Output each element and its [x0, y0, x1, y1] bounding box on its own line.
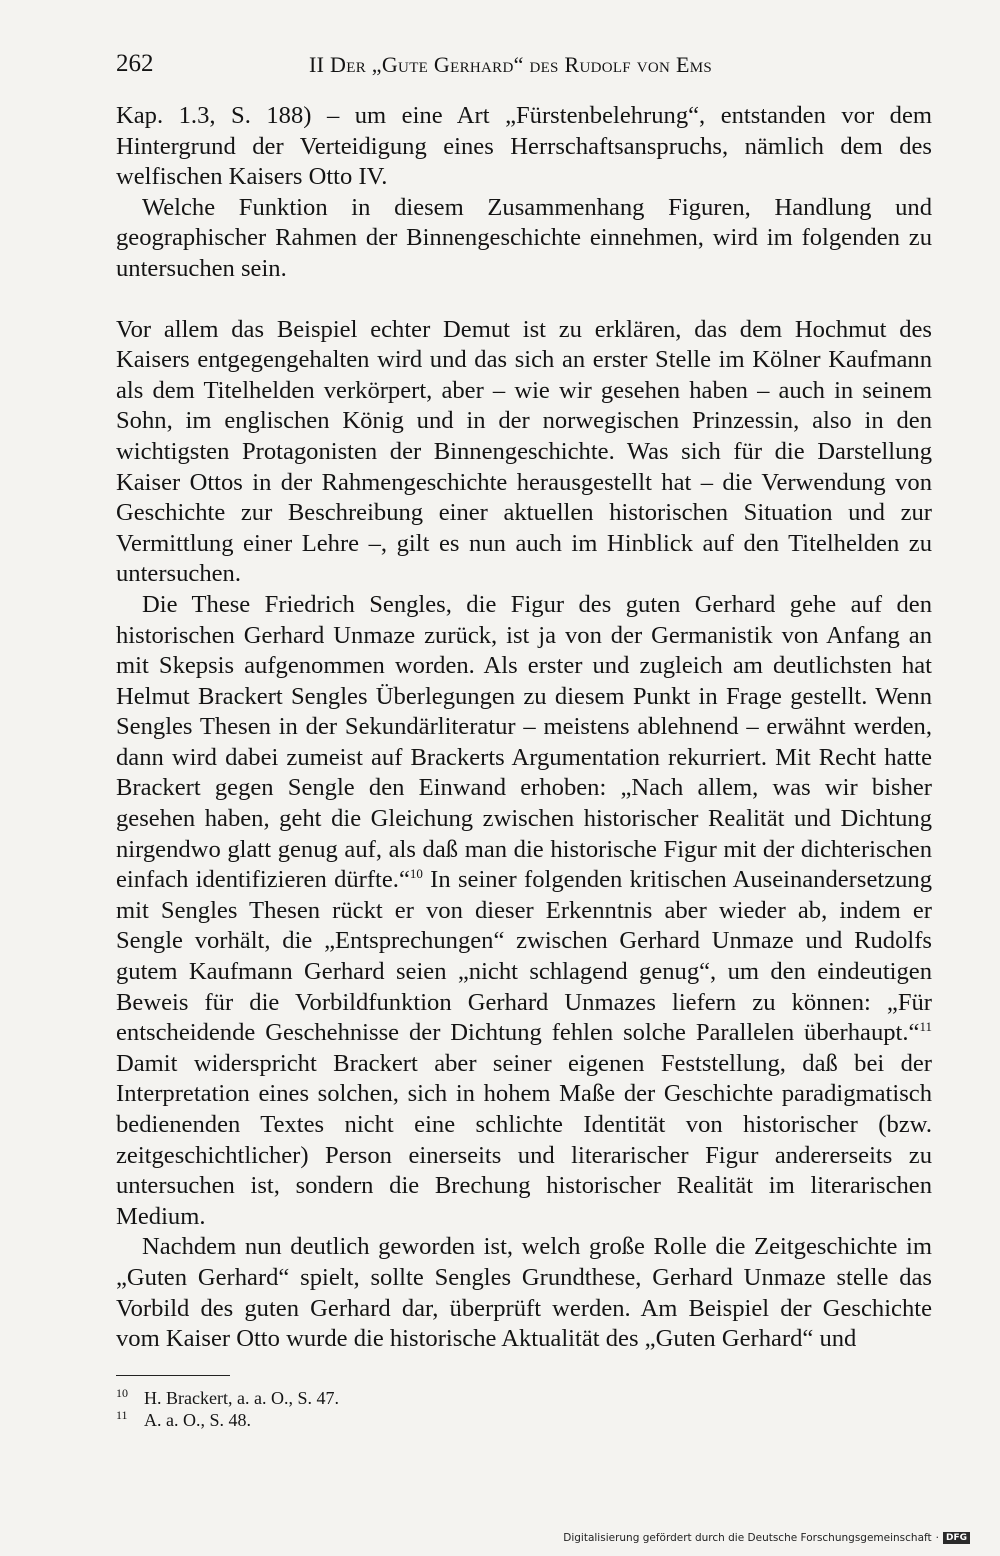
footnote-text: A. a. O., S. 48.	[144, 1410, 251, 1430]
running-head: II Der „Gute Gerhard“ des Rudolf von Ems	[309, 52, 712, 77]
paragraph-4	[116, 590, 932, 1232]
paragraph-3: Vor allem das Beispiel echter Demut ist zu erklären, das dem Hochmut des Kaisers entgegengehalten wird und das sich an erster Stelle im Kölner Kaufmann als dem Titelhelden verkörpert, aber – wie wir gesehen haben – auch in seinem Sohn, im englischen König und in der norwegischen Prinzessin, also in den wichtigsten Protagonisten der Binnengeschichte. Was sich für die Darstellung Kaiser Ottos in der Rahmengeschichte herausgestellt hat – die Verwendung von Geschichte zur Beschreibung einer aktuellen historischen Situation und zur Vermittlung einer Lehre –, gilt es nun auch im Hinblick auf den Titelhelden zu untersuchen.	[116, 315, 932, 588]
page-header	[116, 50, 932, 84]
digitization-credit: Digitalisierung gefördert durch die Deutsche Forschungsgemeinschaft · DFG	[563, 1532, 970, 1544]
footnote-number: 10	[116, 1386, 128, 1400]
paragraph-4-part-b: In seiner folgenden kritischen Auseinandersetzung mit Sengles Thesen rückt er von dieser Erkenntnis aber wieder ab, indem er Sengle vorhält, die „Entsprechungen“ zwischen Gerhard Unmaze und Rudolfs gutem Kaufmann Gerhard seien „nicht schlagend genug“, um den eindeutigen Beweis für die Vorbildfunktion Gerhard Unmazes liefern zu können: „Für entscheidende Geschehnisse der Dichtung fehlen solche Parallelen überhaupt.“	[116, 866, 932, 1047]
paragraph-2: Welche Funktion in diesem Zusammenhang Figuren, Handlung und geographischer Rahmen der Binnengeschichte einnehmen, wird im folgenden zu untersuchen sein.	[116, 193, 932, 282]
footnote	[116, 1409, 716, 1431]
paragraph-5: Nachdem nun deutlich geworden ist, welch große Rolle die Zeitgeschichte im „Guten Gerhard“ spielt, sollte Sengles Grundthese, Gerhard Unmaze stelle das Vorbild des guten Gerhard dar, überprüft werden. Am Beispiel der Geschichte vom Kaiser Otto wurde die historische Aktualität des „Guten Gerhard“ und	[116, 1233, 932, 1353]
footnotes	[116, 1387, 716, 1431]
dfg-logo: DFG	[943, 1532, 970, 1544]
body-text	[116, 101, 932, 1355]
footnote-text: H. Brackert, a. a. O., S. 47.	[144, 1388, 339, 1408]
footnote	[116, 1387, 716, 1409]
footnote-number: 11	[116, 1408, 128, 1422]
footnote-ref-11[interactable]: 11	[919, 1019, 932, 1035]
credit-text: Digitalisierung gefördert durch die Deutsche Forschungsgemeinschaft	[563, 1532, 932, 1544]
footnote-ref-10[interactable]: 10	[409, 866, 423, 882]
paragraph-4-part-a: Die These Friedrich Sengles, die Figur des guten Gerhard gehe auf den historischen Gerhard Unmaze zurück, ist ja von der Germanistik von Anfang an mit Skepsis aufgenommen worden. Als erster und zugleich am deutlichsten hat Helmut Brackert Sengles Überlegungen zu diesem Punkt in Frage gestellt. Wenn Sengles Thesen in der Sekundärliteratur – meistens ablehnend – erwähnt werden, dann wird dabei zumeist auf Brackerts Argumentation rekurriert. Mit Recht hatte Brackert gegen Sengle den Einwand erhoben: „Nach allem, was wir bisher gesehen haben, geht die Gleichung zwischen historischer Realität und Dichtung nirgendwo glatt genug auf, als daß man die historische Figur mit der dichterischen einfach identifizieren dürfte.“	[116, 590, 932, 894]
page-number: 262	[116, 50, 154, 77]
paragraph-4-part-c: Damit widerspricht Brackert aber seiner eigenen Feststellung, daß bei der Interpretation eines solchen, sich in hohem Maße der Geschichte paradigmatisch bedienenden Textes nicht eine schlichte Identität von historischer (bzw. zeitgeschichtlicher) Person einerseits und literarischer Figur andererseits zu untersuchen ist, sondern die Brechung historischer Realität im literarischen Medium.	[116, 1049, 932, 1230]
footnote-divider	[116, 1375, 230, 1376]
paragraph-1: Kap. 1.3, S. 188) – um eine Art „Fürstenbelehrung“, entstanden vor dem Hintergrund der Verteidigung eines Herrschaftsanspruchs, nämlich dem des welfischen Kaisers Otto IV.	[116, 102, 932, 191]
